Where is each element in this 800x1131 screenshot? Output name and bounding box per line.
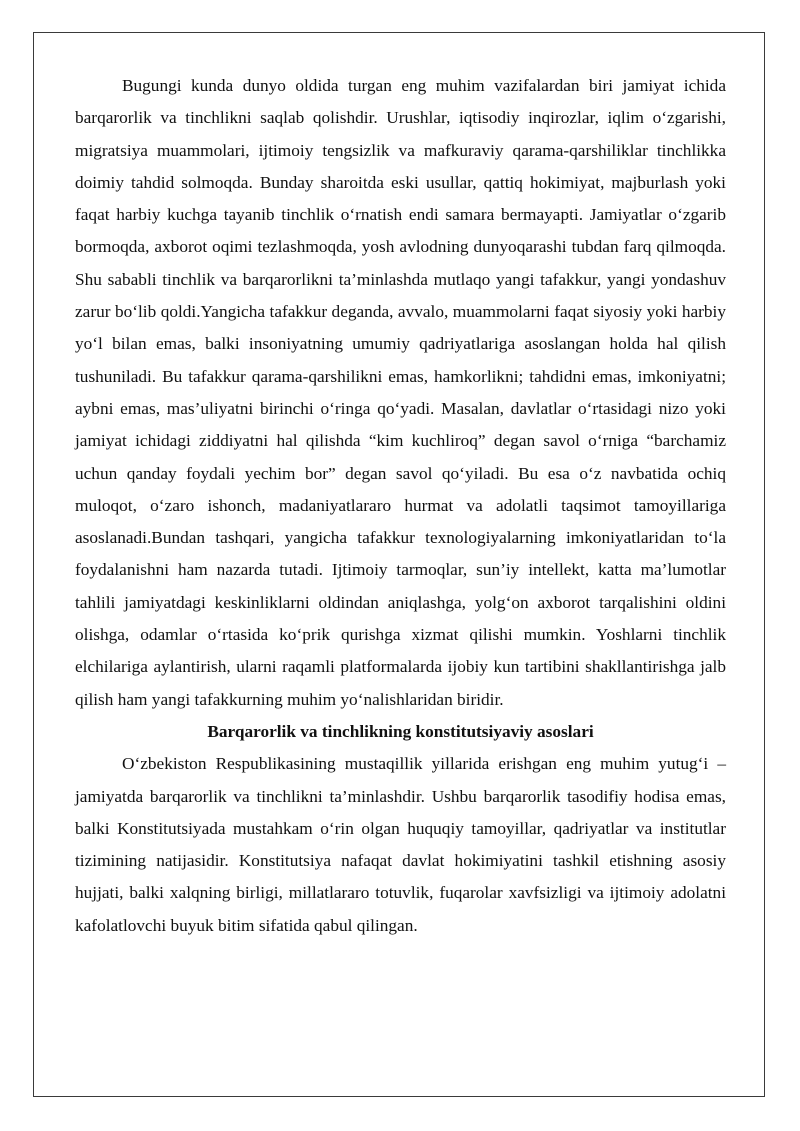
document-body: [75, 70, 726, 942]
section-heading: Barqarorlik va tinchlikning konstitutsiyaviy asoslari: [207, 721, 594, 741]
paragraph-constitution: O‘zbekiston Respublikasining mustaqillik yillarida erishgan eng muhim yutug‘i – jamiyatda barqarorlik va tinchlikni ta’minlashdir. Ushbu barqarorlik tasodifiy hodisa emas, balki Konstitutsiyada mustahkam o‘rin olgan huquqiy tamoyillar, qadriyatlar va institutlar tizimining natijasidir. Konstitutsiya nafaqat davlat hokimiyatini tashkil etishning asosiy hujjati, balki xalqning birligi, millatlararo totuvlik, fuqarolar xavfsizligi va ijtimoiy adolatni kafolatlovchi buyuk bitim sifatida qabul qilingan.: [75, 754, 726, 935]
paragraph-intro: Bugungi kunda dunyo oldida turgan eng muhim vazifalardan biri jamiyat ichida barqarorlik va tinchlikni saqlab qolishdir. Urushlar, iqtisodiy inqirozlar, iqlim o‘zgarishi, migratsiya muammolari, ijtimoiy tengsizlik va mafkuraviy qarama-qarshiliklar tinchlikka doimiy tahdid solmoqda. Bunday sharoitda eski usullar, qattiq hokimiyat, majburlash yoki faqat harbiy kuchga tayanib tinchlik o‘rnatish endi samara bermayapti. Jamiyatlar o‘zgarib bormoqda, axborot oqimi tezlashmoqda, yosh avlodning dunyoqarashi tubdan farq qilmoqda. Shu sababli tinchlik va barqarorlikni ta’minlashda mutlaqo yangi tafakkur, yangi yondashuv zarur bo‘lib qoldi.Yangicha tafakkur deganda, avvalo, muammolarni faqat siyosiy yoki harbiy yo‘l bilan emas, balki insoniyatning umumiy qadriyatlariga asoslangan holda hal qilish tushuniladi. Bu tafakkur qarama-qarshilikni emas, hamkorlikni; tahdidni emas, imkoniyatni; aybni emas, mas’uliyatni birinchi o‘ringa qo‘yadi. Masalan, davlatlar o‘rtasidagi nizo yoki jamiyat ichidagi ziddiyatni hal qilishda “kim kuchliroq” degan savol o‘rniga “barchamiz uchun qanday foydali yechim bor” degan savol qo‘yiladi. Bu esa o‘z navbatida ochiq muloqot, o‘zaro ishonch, madaniyatlararo hurmat va adolatli taqsimot tamoyillariga asoslanadi.Bundan tashqari, yangicha tafakkur texnologiyalarning imkoniyatlaridan to‘la foydalanishni ham nazarda tutadi. Ijtimoiy tarmoqlar, sun’iy intellekt, katta ma’lumotlar tahlili jamiyatdagi keskinliklarni oldindan aniqlashga, yolg‘on axborot tarqalishini oldini olishga, odamlar o‘rtasida ko‘prik qurishga xizmat qilishi mumkin. Yoshlarni tinchlik elchilariga aylantirish, ularni raqamli platformalarda ijobiy kun tartibini shakllantirishga jalb qilish ham yangi tafakkurning muhim yo‘nalishlaridan biridir.: [75, 76, 726, 709]
